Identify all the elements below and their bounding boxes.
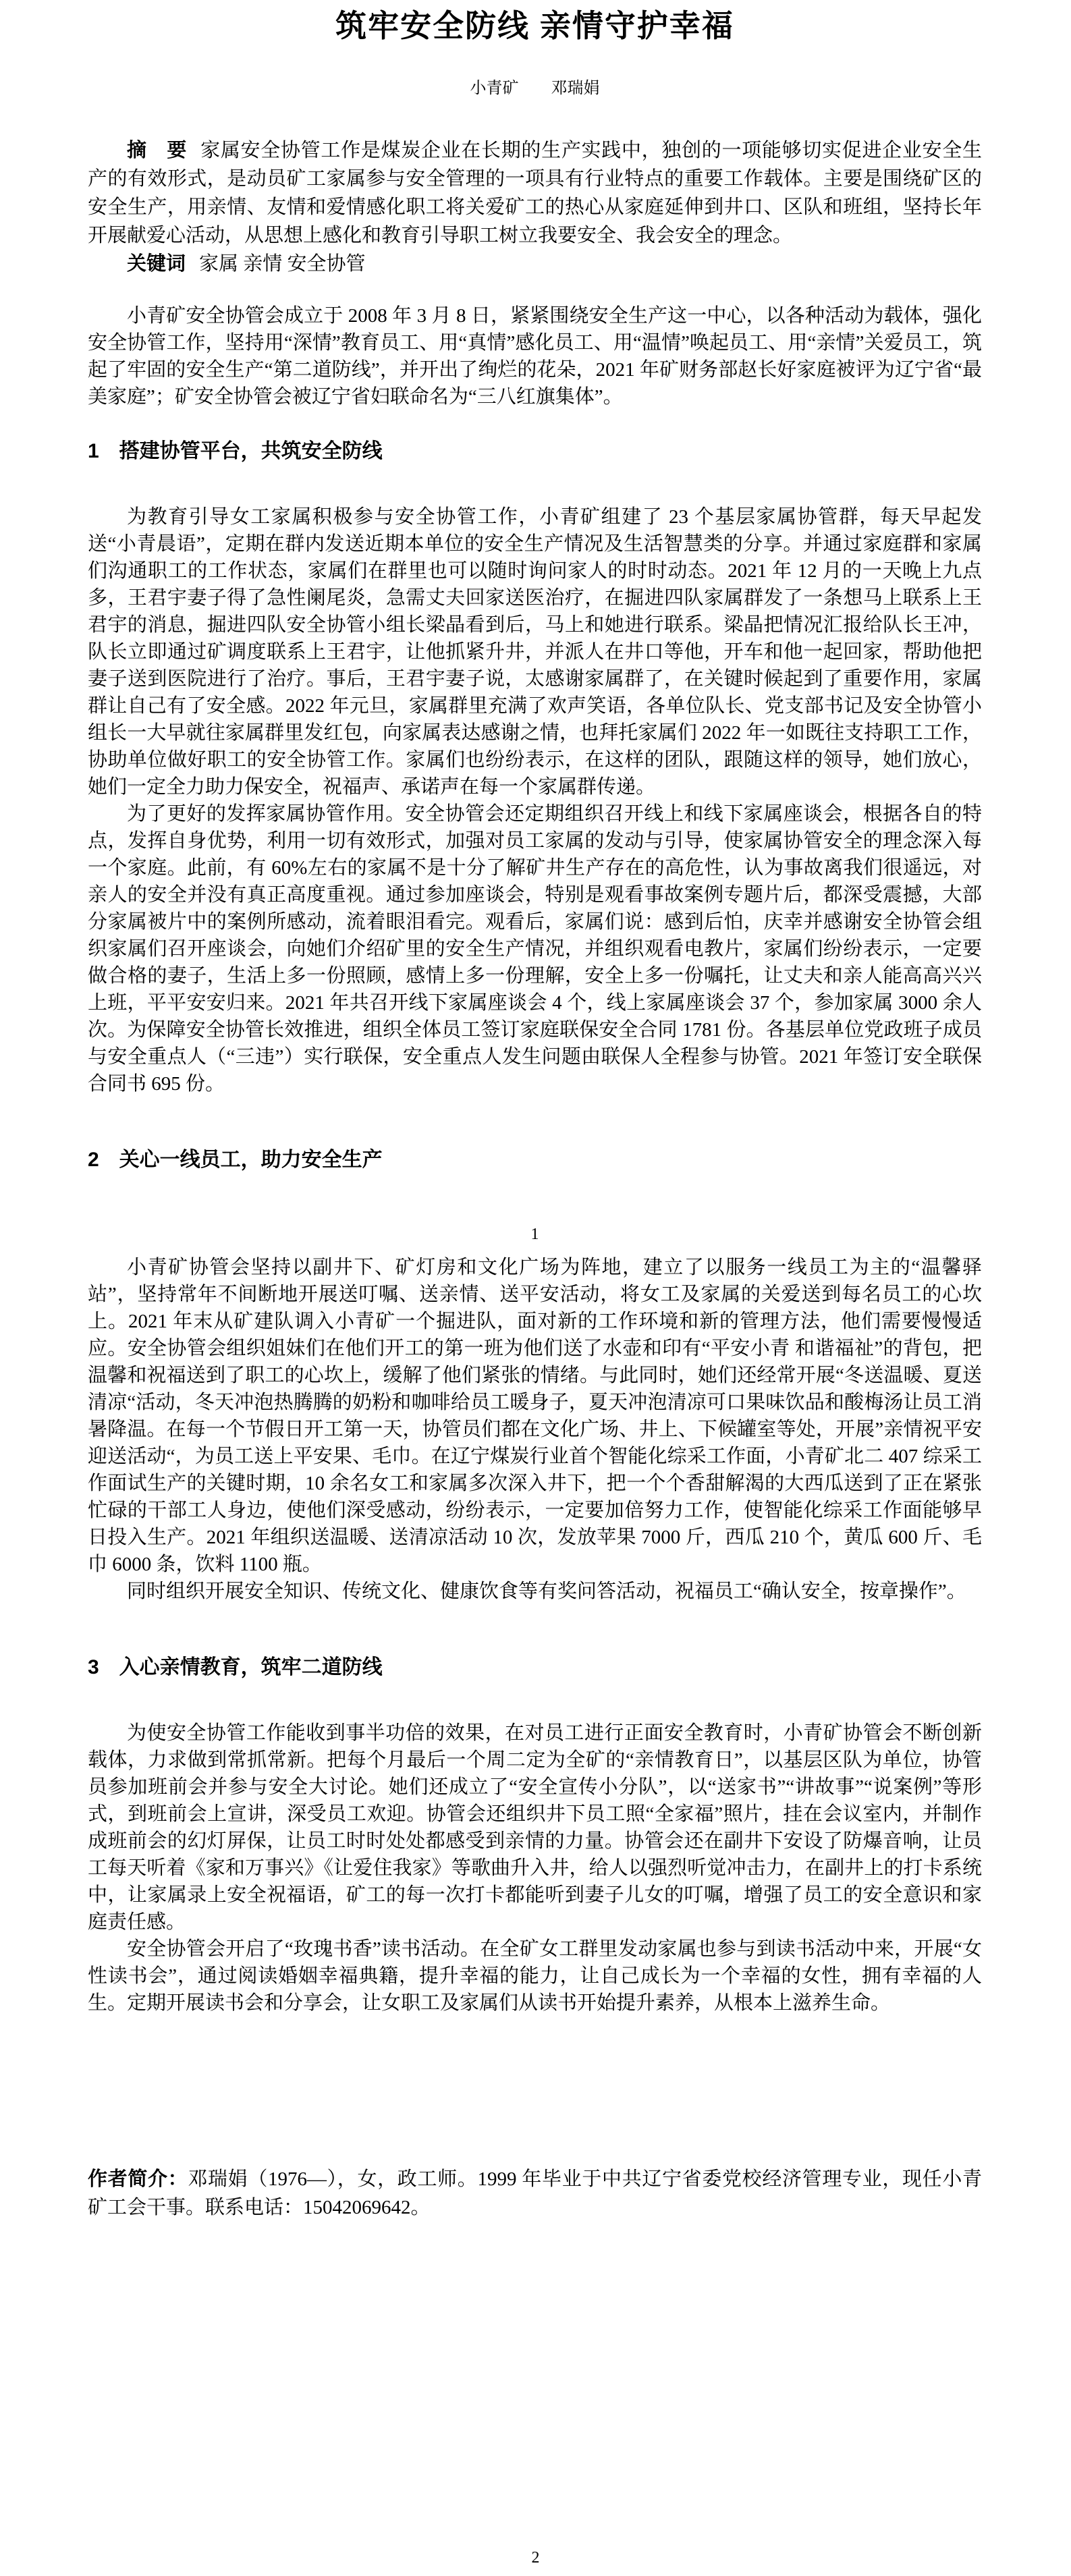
- page-number-2: 2: [531, 2549, 540, 2567]
- paper-title: 筑牢安全防线 亲情守护幸福: [335, 8, 734, 43]
- section-2-heading: 2 关心一线员工，助力安全生产: [88, 1149, 383, 1171]
- author-bio-text: 邓瑞娟（1976—），女，政工师。1999 年毕业于中共辽宁省委党校经济管理专业，现任小青矿工会干事。联系电话：15042069642。: [88, 2168, 982, 2218]
- section-2-paragraph-2: 同时组织开展安全知识、传统文化、健康饮食等有奖问答活动，祝福员工“确认安全，按章操作”。: [127, 1581, 966, 1602]
- authors-line: [88, 77, 982, 100]
- abstract-text: 家属安全协管工作是煤炭企业在长期的生产实践中，独创的一项能够切实促进企业安全生产的有效形式，是动员矿工家属参与安全管理的一项具有行业特点的重要工作载体。主要是围绕矿区的安全生产，用亲情、友情和爱情感化职工将关爱矿工的热心从家庭延伸到井口、区队和班组，坚持长年开展献爱心活动，从思想上感化和教育引导职工树立我要安全、我会安全的理念。: [88, 140, 982, 246]
- section-3-paragraph-2: 安全协管会开启了“玫瑰书香”读书活动。在全矿女工群里发动家属也参与到读书活动中来，开展“女性读书会”，通过阅读婚姻幸福典籍，提升幸福的能力，让自己成长为一个幸福的女性，拥有幸福的人生。定期开展读书会和分享会，让女职工及家属们从读书开始提升素养，从根本上滋养生命。: [88, 1938, 982, 2014]
- page-number-1: 1: [530, 1226, 539, 1243]
- intro-paragraph: 小青矿安全协管会成立于 2008 年 3 月 8 日，紧紧围绕安全生产这一中心，以各种活动为载体，强化安全协管工作，坚持用“深情”教育员工、用“真情”感化员工、用“温情”唤起员工、用“亲情”关爱员工，筑起了牢固的安全生产“第二道防线”，并开出了绚烂的花朵，2021 年矿财务部赵长好家庭被评为辽宁省“最美家庭”；矿安全协管会被辽宁省妇联命名为“三八红旗集体”。: [88, 305, 982, 408]
- section-1-paragraph-2: 为了更好的发挥家属协管作用。安全协管会还定期组织召开线上和线下家属座谈会，根据各自的特点，发挥自身优势，利用一切有效形式，加强对员工家属的发动与引导，使家属协管安全的理念深入每一个家庭。此前，有 60%左右的家属不是十分了解矿井生产存在的高危性，认为事故离我们很遥远，对亲人的安全并没有真正高度重视。通过参加座谈会，特别是观看事故案例专题片后，都深受震撼，大部分家属被片中的案例所感动，流着眼泪看完。观看后，家属们说：感到后怕，庆幸并感谢安全协管会组织家属们召开座谈会，向她们介绍矿里的安全生产情况，并组织观看电教片，家属们纷纷表示，一定要做合格的妻子，生活上多一份照顾，感情上多一份理解，安全上多一份嘱托，让丈夫和亲人能高高兴兴上班，平平安安归来。2021 年共召开线下家属座谈会 4 个，线上家属座谈会 37 个，参加家属 3000 余人次。为保障安全协管长效推进，组织全体员工签订家庭联保安全合同 1781 份。各基层单位党政班子成员与安全重点人（“三违”）实行联保，安全重点人发生问题由联保人全程参与协管。2021 年签订安全联保合同书 695 份。: [88, 803, 982, 1095]
- author-name: 邓瑞娟: [551, 80, 600, 97]
- keywords-text: 家属 亲情 安全协管: [199, 253, 366, 275]
- keywords-label: 关键词: [127, 253, 186, 275]
- author-affiliation: 小青矿: [470, 80, 519, 97]
- author-bio: [88, 2165, 982, 2222]
- author-bio-label: 作者简介：: [88, 2168, 188, 2190]
- section-3-heading: 3 入心亲情教育，筑牢二道防线: [88, 1656, 383, 1678]
- abstract: [88, 136, 982, 250]
- section-1-heading: 1 搭建协管平台，共筑安全防线: [88, 440, 383, 462]
- keywords-line: [88, 250, 982, 278]
- abstract-label: 摘 要: [127, 140, 188, 161]
- section-2-paragraph-1: 小青矿协管会坚持以副井下、矿灯房和文化广场为阵地，建立了以服务一线员工为主的“温馨驿站”，坚持常年不间断地开展送叮嘱、送亲情、送平安活动，将女工及家属的关爱送到每名员工的心坎上。2021 年末从矿建队调入小青矿一个掘进队，面对新的工作环境和新的管理方法，他们需要慢慢适应。安全协管会组织姐妹们在他们开工的第一班为他们送了水壶和印有“平安小青 和谐福祉”的背包，把温馨和祝福送到了职工的心坎上，缓解了他们紧张的情绪。与此同时，她们还经常开展“冬送温暖、夏送清凉“活动，冬天冲泡热腾腾的奶粉和咖啡给员工暖身子，夏天冲泡清凉可口果味饮品和酸梅汤让员工消暑降温。在每一个节假日开工第一天，协管员们都在文化广场、井上、下候罐室等处，开展”亲情祝平安迎送活动“，为员工送上平安果、毛巾。在辽宁煤炭行业首个智能化综采工作面，小青矿北二 407 综采工作面试生产的关键时期，10 余名女工和家属多次深入井下，把一个个香甜解渴的大西瓜送到了正在紧张忙碌的干部工人身边，使他们深受感动，纷纷表示，一定要加倍努力工作，使智能化综采工作面能够早日投入生产。2021 年组织送温暖、送清凉活动 10 次，发放苹果 7000 斤，西瓜 210 个，黄瓜 600 斤、毛巾 6000 条，饮料 1100 瓶。: [88, 1257, 982, 1575]
- section-1-paragraph-1: 为教育引导女工家属积极参与安全协管工作，小青矿组建了 23 个基层家属协管群，每天早起发送“小青晨语”，定期在群内发送近期本单位的安全生产情况及生活智慧类的分享。并通过家庭群和家属们沟通职工的工作状态，家属们在群里也可以随时询问家人的时时动态。2021 年 12 月的一天晚上九点多，王君宇妻子得了急性阑尾炎，急需丈夫回家送医治疗，在掘进四队家属群发了一条想马上联系上王君宇的消息，掘进四队安全协管小组长梁晶看到后，马上和她进行联系。梁晶把情况汇报给队长王冲，队长立即通过矿调度联系上王君宇，让他抓紧升井，并派人在井口等他，开车和他一起回家，帮助他把妻子送到医院进行了治疗。事后，王君宇妻子说，太感谢家属群了，在关键时候起到了重要作用，家属群让自己有了安全感。2022 年元旦，家属群里充满了欢声笑语，各单位队长、党支部书记及安全协管小组长一大早就往家属群里发红包，向家属表达感谢之情，也拜托家属们 2022 年一如既往支持职工工作，协助单位做好职工的安全协管工作。家属们也纷纷表示，在这样的团队，跟随这样的领导，她们放心，她们一定全力助力保安全，祝福声、承诺声在每一个家属群传递。: [88, 506, 982, 798]
- section-3-paragraph-1: 为使安全协管工作能收到事半功倍的效果，在对员工进行正面安全教育时，小青矿协管会不断创新载体，力求做到常抓常新。把每个月最后一个周二定为全矿的“亲情教育日”，以基层区队为单位，协管员参加班前会并参与安全大讨论。她们还成立了“安全宣传小分队”，以“送家书”“讲故事”“说案例”等形式，到班前会上宣讲，深受员工欢迎。协管会还组织井下员工照“全家福”照片，挂在会议室内，并制作成班前会的幻灯屏保，让员工时时处处都感受到亲情的力量。协管会还在副井下安设了防爆音响，让员工每天听着《家和万事兴》《让爱住我家》等歌曲升入井，给人以强烈听觉冲击力，在副井上的打卡系统中，让家属录上安全祝福语，矿工的每一次打卡都能听到妻子儿女的叮嘱，增强了员工的安全意识和家庭责任感。: [88, 1722, 982, 1933]
